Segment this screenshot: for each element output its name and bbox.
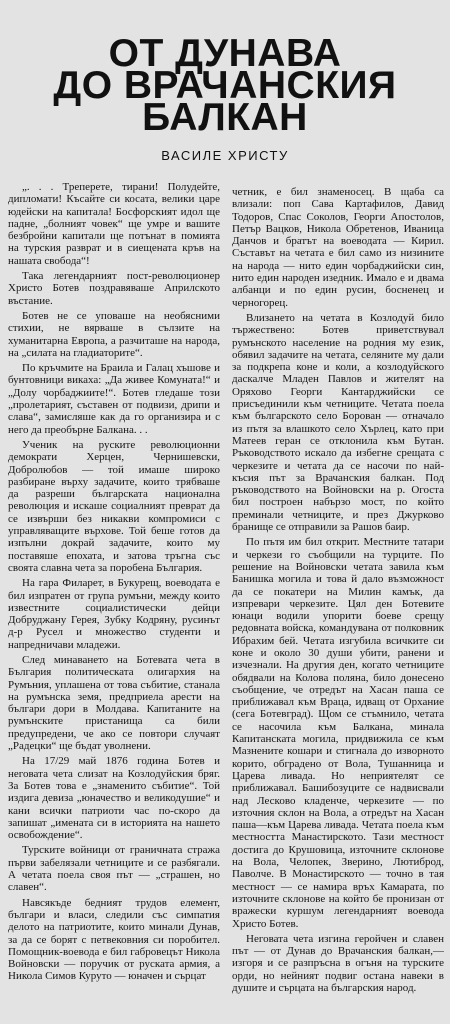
paragraph: Турските войници от граничната стража първи забелязали четниците и се разбягали. А четата поела своя път — „страшен, но славен“. [8, 844, 220, 894]
article-author: ВАСИЛЕ ХРИСТУ [161, 148, 289, 163]
paragraph: На 17/29 май 1876 година Ботев и неговата чета слизат на Козлодуйския бряг. За Ботев това е „знаменито събитие“. Той издига девиза „юначество и великодушие“ и кани всички патриоти час по-скоро да запишат „имената си в историята на нашето освобождение“. [8, 755, 220, 842]
right-column [232, 186, 444, 1024]
left-column [8, 181, 220, 1019]
paragraph: Ученик на руските революционни демократи Херцен, Чернишевски, Добролюбов — той имаше широко разбиране върху задачите, които трябваше да разреши българската национална революция и искаше социалният преврат да се извърши без никакви компромиси с управляващите върхове. Той беше готов да изпълни докрай задачите, които му поставяше епохата, и затова тръгна със своята славна чета за поробена България. [8, 438, 220, 574]
paragraph: Така легендарният пост-революционер Христо Ботев поздравяваше Априлското въстание. [8, 270, 220, 307]
title-line-3: БАЛКАН [142, 96, 308, 139]
paragraph: Навсякъде бедният трудов елемент, българи и власи, следили със симпатия делото на патриотите, които минали Дунав, за да се борят с петвековния си поробител. Помощник-воевода е бил габровецът Никола Войновски — поручик от руската армия, а Никола Симов Куруто — юначен и сърцат [8, 896, 220, 983]
paragraph: По кръчмите на Браила и Галац хъшове и бунтовници викаха: „Да живее Комуната!“ и „Долу чорбаджиите!“. Ботев гледаше този „пролетарият, съставен от подвизи, дрипи и слава“, замисляше как да го организира и с него да преобърне Балкана. . . [8, 362, 220, 436]
paragraph: четник, е бил знаменосец. В щаба са влизали: поп Сава Картафилов, Давид Тодоров, Спас Соколов, Георги Апостолов, Петър Вацков, Никола Обретенов, Иваница Данчов и братът на воеводата — Кирил. Съставът на четата е бил само из низините на народа — нито един чорбаджийски син, нито един народен изедник. Имало е и двама албанци и по един русин, босненец и черногорец. [232, 186, 444, 309]
paragraph: „. . . Треперете, тирани! Полудейте, дипломати! Късайте си косата, велики царе юдейски на капитала! Босфорският идол ще падне, „болният човек“ ще умре и вашите безбройни капитали ще потънат в помията на турския разврат и в сиещената кръв на нашата свобода“! [8, 181, 220, 267]
title-line-2: ДО ВРАЧАНСКИЯ [53, 64, 397, 107]
paragraph: Влизането на четата в Козлодуй било тържествено: Ботев приветствувал румънското население на родния му език, обявил задачите на четата, селяните му дали за подкрепа коне и коли, а козлодуйского даскалче Младен Павлов и жителят на Оряхово Георги Кантарджийски се присъединили към четниците. Четата поела към българското село Борован — отначало из пътя за влашкото село Хърлец, като при Матеев геран се отклонила към Бутан. Ръководството искало да избегне срещата с черкезите и четата да се насочи по най-късия път за Врачанския балкан. Под ръководството на Войновски на р. Огоста бил построен набързо мост, по който преминали четниците, и през Джурково бранище се отправили за Рашов баир. [232, 311, 444, 534]
article-title [0, 32, 450, 139]
paragraph: Ботев не се уповаше на необясними стихии, не вярваше в сълзите на хуманитарна Европа, а разчиташе на народа, на „силата на гладиаторите“. [8, 309, 220, 359]
paragraph: По пътя им бил открит. Местните татари и черкези го съобщили на турците. По решение на Войновски четата завила към Банишка могила и това й дало възможност да се покатери на Милин камък, да изпревари черкезите. Цял ден Ботевите юнаци водили упорити боеве срещу редовната войска, командувана от полковник Ибрахим бей. Четата изгубила всичките си коне и около 30 души убити, ранени и изчезнали. На другия ден, когато четниците обядвали на Колова поляна, било донесено съобщение, че отредът на Хасан паша се приближавал към Враца, идващ от Орхание (сега Ботевград). Щом се стъмнило, четата се насочила към Балкана, минала Капитанската могила, придвижила се към Мазнените кошари и стигнала до изворното корито, обградено от Вола, Тушанница и Царева ливада. Но неприятелят се приближавал. Башибозуците се надвисвали над Лесково кладенче, черкезите — по източния склон на Вола, а отредът на Хасан паша—към Царева ливада. Четата поела към местността Манастирското. Тази местност достига до Крушовица, източните склонове на Вола, Челопек, Зверино, Лютиброд, Паволче. В Монастирското — точно в тая местност — се намира връх Камарата, по източните склонове на който бе пронизан от вражески куршум легендарният воевода Христо Ботев. [232, 536, 444, 930]
paragraph: Неговата чета изгина геройчен и славен път — от Дунав до Врачанския балкан,— изгоря и се разпръсна в огъня на турските орди, но нейният подвиг остана навеки в душите и сърцата на българския народ. [232, 932, 444, 994]
paragraph: След минаването на Ботевата чета в България политическата олигархия на Румъния, уплашена от това събитие, станала на румънска земя, предприела арести на българи дори в Молдава. Капитаните на румънските пристанища са били предупредени, че ако се повтори случаят „Радецки“ ще бъдат уволнени. [8, 653, 220, 753]
paragraph: На гара Филарет, в Букурещ, воеводата е бил изпратен от група румъни, между които известните социалистически дейци Добруджану Герея, Зубку Кодряну, русинът д-р Русел и множество студенти и напредничави младежи. [8, 577, 220, 651]
title-line-1: ОТ ДУНАВА [108, 32, 342, 75]
